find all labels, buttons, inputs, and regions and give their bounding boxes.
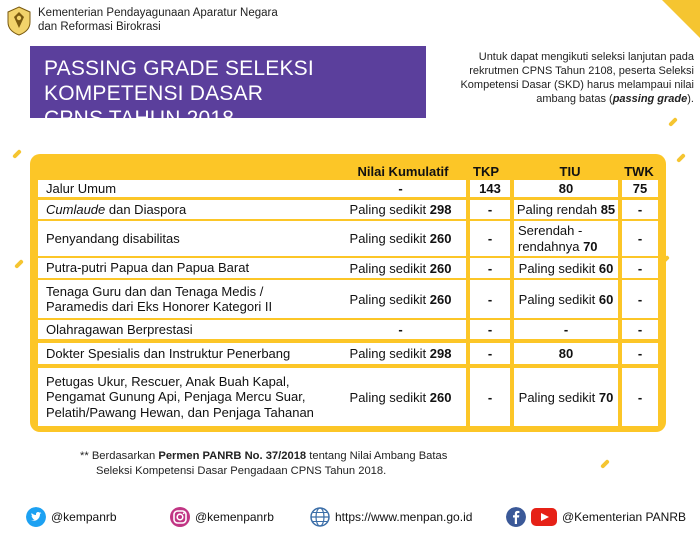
decor-dash <box>668 117 678 127</box>
social-footer <box>0 505 700 529</box>
cell-prefix: Paling sedikit <box>349 291 430 307</box>
cell-prefix: Paling sedikit <box>518 291 599 307</box>
decor-dash <box>676 153 686 163</box>
cell-value: 298 <box>429 202 452 217</box>
cell-prefix: Paling sedikit <box>349 231 430 246</box>
intro-text-end: ). <box>687 93 694 105</box>
decor-dash <box>12 149 22 159</box>
garuda-emblem-icon <box>6 6 32 36</box>
cell-twk: - <box>637 231 643 246</box>
instagram-icon <box>170 507 190 527</box>
instagram-link[interactable] <box>170 507 274 527</box>
cell-prefix: Paling sedikit <box>349 389 430 405</box>
cell-tkp: - <box>487 260 493 276</box>
page-title <box>30 46 426 130</box>
globe-icon <box>310 507 330 527</box>
cell-prefix: Paling sedikit <box>349 260 430 276</box>
cell-kumulatif <box>338 368 463 426</box>
cell-line2 <box>518 239 598 255</box>
facebook-youtube-handle: @Kementerian PANRB <box>562 510 687 524</box>
twitter-link[interactable] <box>26 507 117 527</box>
row-label-line3: Pelatih/Pawang Hewan, dan Penjaga Tahanan <box>46 404 314 420</box>
row-label-line1: Tenaga Guru dan dan Tenaga Medis / <box>46 283 264 299</box>
cell-tkp: 143 <box>479 181 501 196</box>
cell-value: 85 <box>600 202 616 217</box>
cell-tkp: - <box>487 389 493 405</box>
header-tiu: TIU <box>559 164 581 179</box>
cell-kumulatif <box>338 258 463 278</box>
cell-value: 298 <box>429 346 452 361</box>
row-label: Olahragawan Berprestasi <box>46 321 193 337</box>
footnote <box>80 449 560 479</box>
row-label: Penyandang disabilitas <box>46 230 180 246</box>
cell-line1: Serendah - <box>518 222 583 238</box>
cell-kumulatif <box>338 200 463 219</box>
cell-kumulatif: - <box>398 322 403 337</box>
cell-prefix: rendahnya <box>518 238 584 254</box>
table-row <box>38 343 658 364</box>
cell-tiu <box>514 280 618 318</box>
table-row <box>38 320 658 339</box>
row-label-line1: Petugas Ukur, Rescuer, Anak Buah Kapal, <box>46 373 290 389</box>
youtube-icon <box>531 508 557 526</box>
footnote-prefix: ** Berdasarkan <box>80 450 159 462</box>
cell-twk: 75 <box>632 181 648 196</box>
table-row <box>38 258 658 278</box>
cell-kumulatif: - <box>398 181 403 196</box>
twitter-icon <box>26 507 46 527</box>
intro-emphasis: passing grade <box>612 93 688 105</box>
footnote-regulation: Permen PANRB No. 37/2018 <box>158 450 307 462</box>
cell-kumulatif <box>338 343 463 364</box>
table-row <box>38 280 658 318</box>
facebook-youtube-link[interactable] <box>506 507 686 527</box>
cell-twk: - <box>637 202 643 217</box>
cell-tkp: - <box>487 231 493 246</box>
cell-value: 260 <box>429 291 452 307</box>
row-label <box>46 280 336 318</box>
twitter-handle: @kempanrb <box>51 510 117 524</box>
row-label: Putra-putri Papua dan Papua Barat <box>46 260 250 276</box>
cell-value: 260 <box>429 231 452 246</box>
header-tkp: TKP <box>473 164 499 179</box>
cell-tkp: - <box>487 291 493 307</box>
cell-value: 60 <box>598 260 614 276</box>
title-line2: CPNS TAHUN 2018 <box>44 107 235 130</box>
cell-prefix: Paling rendah <box>516 202 601 217</box>
cell-tiu: 80 <box>558 181 574 196</box>
ministry-name-line2: dan Reformasi Birokrasi <box>38 21 161 33</box>
cell-tiu <box>518 221 618 256</box>
cell-prefix: Paling sedikit <box>518 260 599 276</box>
footnote-text: tentang Nilai Ambang Batas <box>306 450 448 462</box>
ministry-name-line1: Kementerian Pendayagunaan Aparatur Negara <box>38 7 278 19</box>
cell-value: 70 <box>583 238 598 254</box>
cell-prefix: Paling sedikit <box>349 202 430 217</box>
cell-twk: - <box>637 260 643 276</box>
footnote-text-line2: Seleksi Kompetensi Dasar Pengadaan CPNS Tahun 2018. <box>96 465 387 477</box>
cell-value: 70 <box>598 389 614 405</box>
cell-tkp: - <box>487 202 493 217</box>
table-row <box>38 180 658 197</box>
cell-value: 60 <box>598 291 614 307</box>
decor-dash <box>600 459 610 469</box>
website-link[interactable] <box>310 507 472 527</box>
ministry-header <box>6 6 278 36</box>
cell-prefix: Paling sedikit <box>518 389 599 405</box>
cell-twk: - <box>637 322 643 337</box>
table-row <box>38 368 658 426</box>
cell-twk: - <box>637 389 643 405</box>
row-label <box>46 200 336 219</box>
corner-decoration <box>662 0 700 38</box>
intro-text: Untuk dapat mengikuti seleksi lanjutan pada rekrutmen CPNS Tahun 2108, peserta Seleksi Kompetensi Dasar (SKD) harus melampaui nilai ambang batas ( <box>460 51 694 105</box>
row-label: Dokter Spesialis dan Instruktur Penerbang <box>46 345 291 361</box>
cell-value: 260 <box>429 260 452 276</box>
row-label-italic: Cumlaude <box>46 201 106 217</box>
intro-paragraph <box>428 50 694 106</box>
cell-tkp: - <box>487 322 493 337</box>
instagram-handle: @kemenpanrb <box>195 510 274 524</box>
cell-twk: - <box>637 291 643 307</box>
facebook-icon <box>506 507 526 527</box>
cell-tiu <box>514 200 618 219</box>
decor-dash <box>14 259 24 269</box>
cell-tiu <box>514 368 618 426</box>
cell-tiu: 80 <box>558 346 574 361</box>
title-line1: PASSING GRADE SELEKSI KOMPETENSI DASAR <box>44 57 314 105</box>
row-label-rest: dan Diaspora <box>105 201 187 217</box>
cell-prefix: Paling sedikit <box>349 346 430 361</box>
cell-kumulatif <box>338 221 463 256</box>
row-label <box>46 368 336 426</box>
cell-tiu <box>514 258 618 278</box>
table-row <box>38 221 658 256</box>
row-label-line2: Paramedis dari Eks Honorer Kategori II <box>46 299 273 314</box>
cell-value: 260 <box>429 389 452 405</box>
header-nilai-kumulatif: Nilai Kumulatif <box>357 164 449 179</box>
cell-kumulatif <box>338 280 463 318</box>
row-label-line2: Pengamat Gunung Api, Penjaga Mercu Suar, <box>46 389 306 405</box>
cell-tkp: - <box>487 346 493 361</box>
cell-tiu: - <box>563 322 569 337</box>
row-label: Jalur Umum <box>46 180 117 196</box>
cell-twk: - <box>637 346 643 361</box>
website-url: https://www.menpan.go.id <box>335 510 473 524</box>
header-twk: TWK <box>624 164 654 179</box>
table-row <box>38 200 658 219</box>
